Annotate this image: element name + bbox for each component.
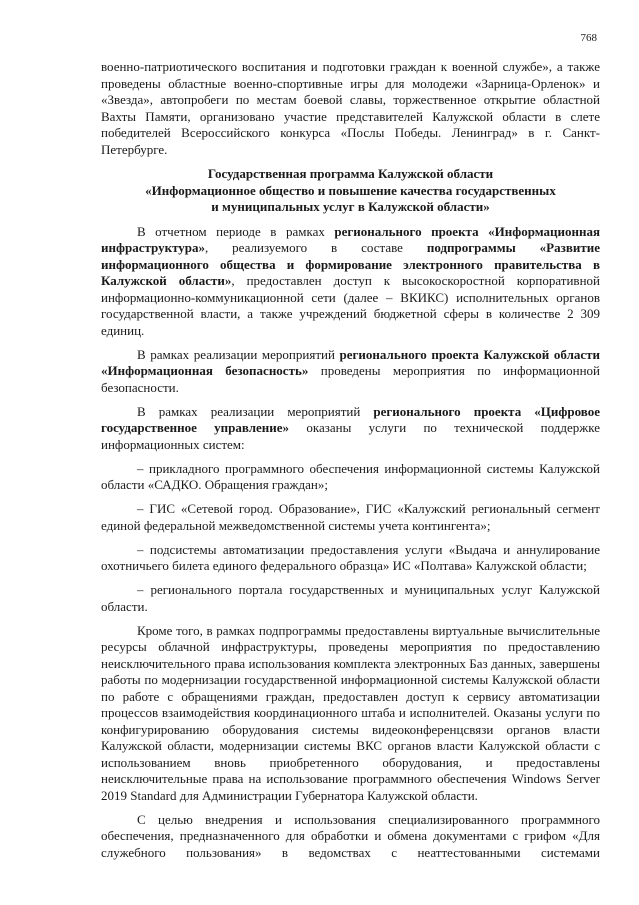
text-run: В рамках реализации мероприятий — [137, 346, 340, 362]
heading-line-3: и муниципальных услуг в Калужской области» — [211, 199, 490, 214]
bold-run: регионального проекта Калужской области «Информационная безопасность» — [101, 346, 601, 378]
heading-line-2: «Информационное общество и повышение качества государственных — [145, 182, 556, 198]
bold-run: регионального проекта «Цифровое государственное управление» — [101, 403, 601, 435]
page-number: 768 — [580, 32, 597, 44]
heading-line-1: Государственная программа Калужской области — [207, 166, 494, 181]
intro-paragraph: военно-патриотического воспитания и подготовки граждан к военной службе», а также проведены областные военно-спортивные игры для молодежи «Зарница-Орленок» и «Звезда», автопробеги по местам боевой славы, торжественное открытие областной Вахты Памяти, организовано участие представителей Калужской области в слете победителей Всероссийского конкурса «Послы Победы. Ленинград» в г. Санкт-Петербурге. — [101, 59, 600, 157]
list-item: – ГИС «Сетевой город. Образование», ГИС «Калужский региональный сегмент единой федеральной межведомственной системы учета контингента»; — [101, 501, 600, 533]
text-run: В отчетном периоде в рамках — [137, 223, 335, 239]
bold-run: регионального проекта «Информационная инфраструктура» — [101, 223, 600, 255]
paragraph-digital-governance — [101, 404, 600, 454]
paragraph-dsp-software: С целью внедрения и использования специализированного программного обеспечения, предназначенного для обработки и обмена документами с грифом «Для служебного пользования» в ведомствах с неаттестованными системами — [101, 811, 600, 860]
list-item: – регионального портала государственных и муниципальных услуг Калужской области. — [101, 582, 600, 614]
list-item: – подсистемы автоматизации предоставления услуги «Выдача и аннулирование охотничьего билета единого федерального образца» ИС «Полтава» Калужской области; — [101, 541, 600, 573]
section-heading — [101, 166, 600, 216]
paragraph-infrastructure — [101, 224, 600, 340]
paragraph-security — [101, 347, 600, 397]
document-body — [101, 59, 600, 861]
text-run: проведены мероприятия по информационной безопасности. — [101, 363, 600, 395]
text-run: В рамках реализации мероприятий — [137, 403, 374, 419]
paragraph-cloud-resources: Кроме того, в рамках подпрограммы предоставлены виртуальные вычислительные ресурсы облачной инфраструктуры, проведены мероприятия по предоставлению неисключительного права использования комплекта электронных Баз данных, завершены работы по модернизации государственной информационной системы Калужской области по работе с обращениями граждан, предоставлен доступ к сервису автоматизации процессов взаимодействия координационного штаба и исполнителей. Оказаны услуги по конфигурированию оборудования системы видеоконференцсвязи органов власти Калужской области, модернизации системы ВКС органов власти Калужской области с использованием вновь приобретенного оборудования, и предоставлены неисключительные права на использование программного обеспечения Windows Server 2019 Standard для Администрации Губернатора Калужской области. — [101, 622, 600, 803]
list-item: – прикладного программного обеспечения информационной системы Калужской области «САДКО. Обращения граждан»; — [101, 460, 600, 492]
text-run: , реализуемого в составе — [205, 240, 427, 255]
text-run: оказаны услуги по технической поддержке информационных систем: — [101, 420, 601, 452]
bold-run: подпрограммы «Развитие информационного общества и формирование электронного правительства в Калужской области» — [101, 240, 600, 288]
text-run: , предоставлен доступ к высокоскоростной корпоративной информационно-коммуникационной сети (далее – ВКИКС) исполнительных органов государственной власти, а также учреждений бюджетной сферы в количестве 2 309 единиц. — [101, 273, 600, 338]
